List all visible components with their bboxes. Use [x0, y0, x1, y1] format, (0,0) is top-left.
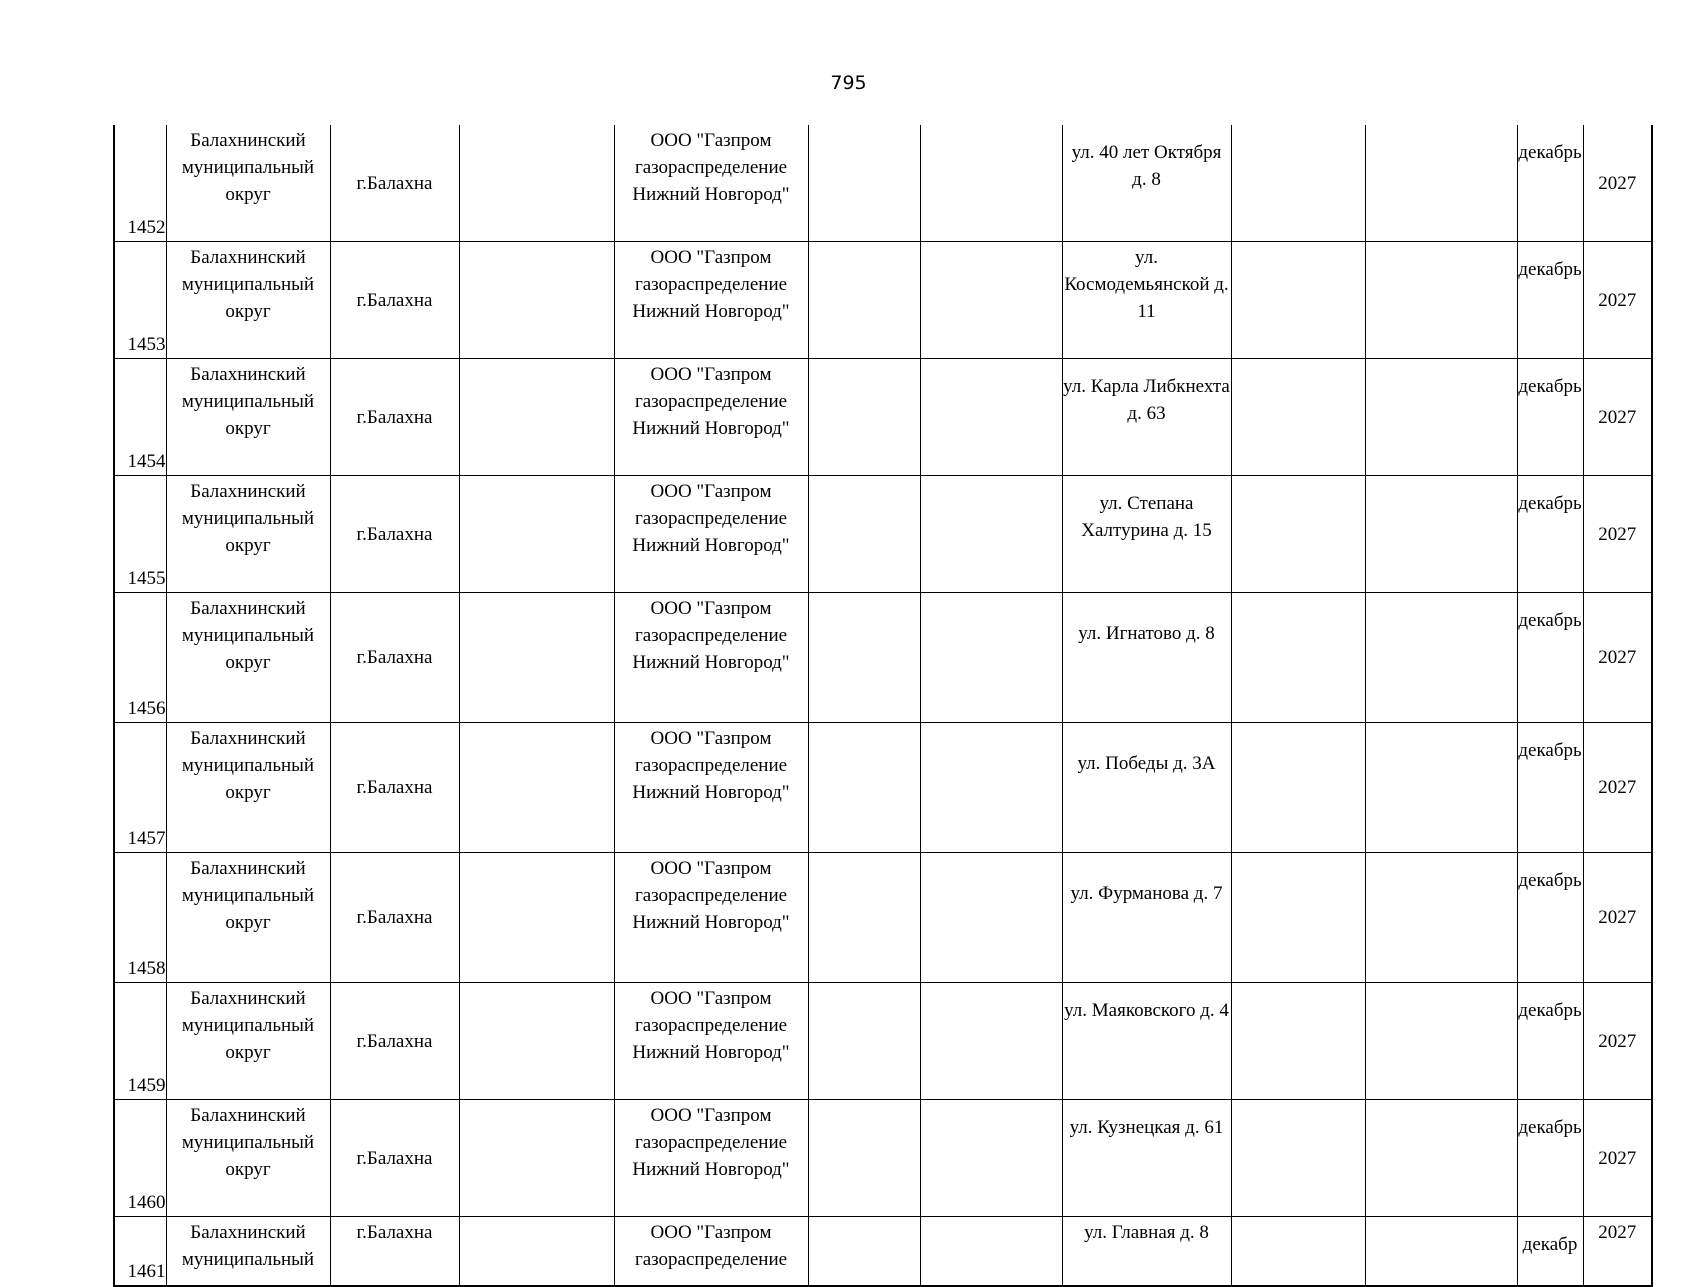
empty-cell [459, 853, 614, 983]
city-cell: г.Балахна [330, 476, 459, 593]
address-cell: ул. 40 лет Октября д. 8 [1062, 125, 1231, 242]
district-cell: Балахнинский муниципальный округ [166, 125, 330, 242]
city-cell: г.Балахна [330, 1100, 459, 1217]
district-cell: Балахнинский муниципальный округ [166, 359, 330, 476]
empty-cell [1231, 476, 1365, 593]
empty-cell [920, 242, 1062, 359]
owner-cell: ООО "Газпром газораспределение Нижний Новгород" [614, 723, 808, 853]
table-row [114, 853, 1652, 983]
empty-cell [459, 723, 614, 853]
empty-cell [1231, 853, 1365, 983]
empty-cell [808, 1100, 920, 1217]
empty-cell [459, 1217, 614, 1287]
city-cell: г.Балахна [330, 723, 459, 853]
page-number: 795 [830, 72, 867, 94]
table-row [114, 242, 1652, 359]
empty-cell [920, 359, 1062, 476]
year-cell: 2027 [1583, 476, 1652, 593]
row-number: 1455 [114, 476, 166, 593]
empty-cell [920, 1100, 1062, 1217]
address-cell: ул. Космодемьянской д. 11 [1062, 242, 1231, 359]
empty-cell [1365, 1100, 1517, 1217]
month-cell: декабрь [1517, 853, 1583, 983]
empty-cell [920, 1217, 1062, 1287]
empty-cell [459, 1100, 614, 1217]
city-cell: г.Балахна [330, 359, 459, 476]
row-number: 1452 [114, 125, 166, 242]
empty-cell [808, 593, 920, 723]
year-cell: 2027 [1583, 125, 1652, 242]
empty-cell [1365, 1217, 1517, 1287]
empty-cell [1231, 983, 1365, 1100]
district-cell: Балахнинский муниципальный округ [166, 476, 330, 593]
owner-cell: ООО "Газпром газораспределение Нижний Новгород" [614, 476, 808, 593]
empty-cell [459, 359, 614, 476]
empty-cell [808, 476, 920, 593]
owner-cell: ООО "Газпром газораспределение [614, 1217, 808, 1287]
empty-cell [1231, 593, 1365, 723]
table-row [114, 476, 1652, 593]
month-cell: декабрь [1517, 242, 1583, 359]
empty-cell [459, 983, 614, 1100]
empty-cell [1231, 242, 1365, 359]
year-cell: 2027 [1583, 723, 1652, 853]
year-cell: 2027 [1583, 593, 1652, 723]
city-cell: г.Балахна [330, 983, 459, 1100]
empty-cell [808, 125, 920, 242]
year-cell: 2027 [1583, 983, 1652, 1100]
district-cell: Балахнинский муниципальный [166, 1217, 330, 1287]
table-row [114, 1100, 1652, 1217]
empty-cell [1231, 125, 1365, 242]
owner-cell: ООО "Газпром газораспределение Нижний Новгород" [614, 983, 808, 1100]
empty-cell [1231, 1217, 1365, 1287]
empty-cell [920, 593, 1062, 723]
row-number: 1461 [114, 1217, 166, 1287]
address-cell: ул. Фурманова д. 7 [1062, 853, 1231, 983]
address-cell: ул. Степана Халтурина д. 15 [1062, 476, 1231, 593]
month-cell: декабрь [1517, 1100, 1583, 1217]
month-cell: декабр [1517, 1217, 1583, 1287]
empty-cell [920, 723, 1062, 853]
empty-cell [920, 983, 1062, 1100]
city-cell: г.Балахна [330, 593, 459, 723]
table-row [114, 125, 1652, 242]
district-cell: Балахнинский муниципальный округ [166, 242, 330, 359]
district-cell: Балахнинский муниципальный округ [166, 853, 330, 983]
table-row [114, 1217, 1652, 1287]
empty-cell [459, 125, 614, 242]
month-cell: декабрь [1517, 593, 1583, 723]
month-cell: декабрь [1517, 476, 1583, 593]
address-cell: ул. Карла Либкнехта д. 63 [1062, 359, 1231, 476]
owner-cell: ООО "Газпром газораспределение Нижний Новгород" [614, 359, 808, 476]
empty-cell [808, 983, 920, 1100]
year-cell: 2027 [1583, 1100, 1652, 1217]
year-cell: 2027 [1583, 853, 1652, 983]
district-cell: Балахнинский муниципальный округ [166, 723, 330, 853]
city-cell: г.Балахна [330, 853, 459, 983]
owner-cell: ООО "Газпром газораспределение Нижний Новгород" [614, 593, 808, 723]
year-cell: 2027 [1583, 1217, 1652, 1287]
city-cell: г.Балахна [330, 125, 459, 242]
empty-cell [808, 359, 920, 476]
table-row [114, 359, 1652, 476]
empty-cell [920, 125, 1062, 242]
empty-cell [1231, 359, 1365, 476]
address-cell: ул. Маяковского д. 4 [1062, 983, 1231, 1100]
district-cell: Балахнинский муниципальный округ [166, 593, 330, 723]
registry-table [113, 125, 1653, 1287]
owner-cell: ООО "Газпром газораспределение Нижний Новгород" [614, 242, 808, 359]
row-number: 1456 [114, 593, 166, 723]
empty-cell [1365, 853, 1517, 983]
row-number: 1453 [114, 242, 166, 359]
row-number: 1458 [114, 853, 166, 983]
owner-cell: ООО "Газпром газораспределение Нижний Новгород" [614, 125, 808, 242]
empty-cell [808, 1217, 920, 1287]
empty-cell [920, 853, 1062, 983]
empty-cell [1231, 1100, 1365, 1217]
row-number: 1460 [114, 1100, 166, 1217]
city-cell: г.Балахна [330, 242, 459, 359]
empty-cell [1365, 593, 1517, 723]
empty-cell [808, 853, 920, 983]
address-cell: ул. Игнатово д. 8 [1062, 593, 1231, 723]
table-row [114, 983, 1652, 1100]
empty-cell [1365, 723, 1517, 853]
table-row [114, 593, 1652, 723]
empty-cell [920, 476, 1062, 593]
empty-cell [459, 593, 614, 723]
row-number: 1457 [114, 723, 166, 853]
city-cell: г.Балахна [330, 1217, 459, 1287]
empty-cell [1231, 723, 1365, 853]
district-cell: Балахнинский муниципальный округ [166, 983, 330, 1100]
empty-cell [1365, 359, 1517, 476]
month-cell: декабрь [1517, 723, 1583, 853]
address-cell: ул. Победы д. 3А [1062, 723, 1231, 853]
row-number: 1459 [114, 983, 166, 1100]
address-cell: ул. Главная д. 8 [1062, 1217, 1231, 1287]
table-body [114, 125, 1652, 1286]
row-number: 1454 [114, 359, 166, 476]
month-cell: декабрь [1517, 125, 1583, 242]
address-cell: ул. Кузнецкая д. 61 [1062, 1100, 1231, 1217]
empty-cell [808, 723, 920, 853]
month-cell: декабрь [1517, 983, 1583, 1100]
owner-cell: ООО "Газпром газораспределение Нижний Новгород" [614, 1100, 808, 1217]
month-cell: декабрь [1517, 359, 1583, 476]
empty-cell [1365, 242, 1517, 359]
empty-cell [1365, 476, 1517, 593]
empty-cell [1365, 125, 1517, 242]
table-row [114, 723, 1652, 853]
year-cell: 2027 [1583, 359, 1652, 476]
empty-cell [808, 242, 920, 359]
empty-cell [1365, 983, 1517, 1100]
owner-cell: ООО "Газпром газораспределение Нижний Новгород" [614, 853, 808, 983]
empty-cell [459, 242, 614, 359]
empty-cell [459, 476, 614, 593]
district-cell: Балахнинский муниципальный округ [166, 1100, 330, 1217]
year-cell: 2027 [1583, 242, 1652, 359]
